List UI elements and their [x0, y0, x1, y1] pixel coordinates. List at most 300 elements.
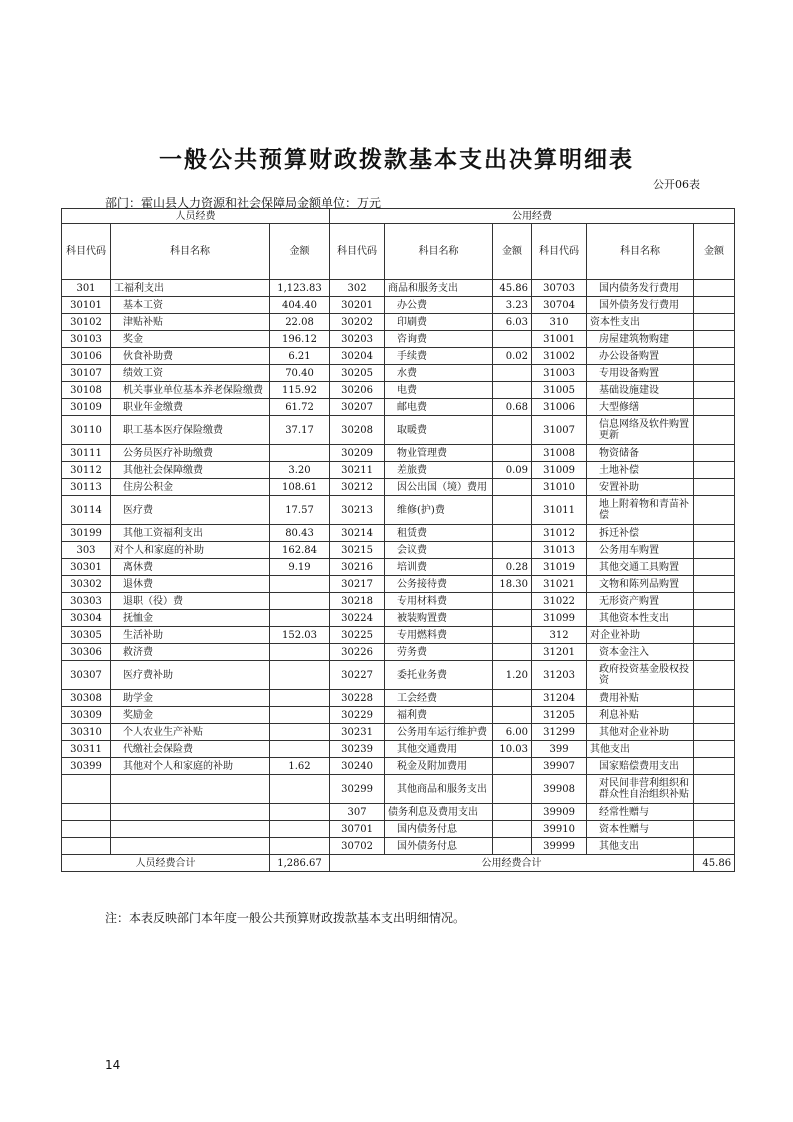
table-row [62, 707, 735, 724]
cell-code: 31011 [532, 496, 587, 525]
cell-code: 31205 [532, 707, 587, 724]
cell-code: 30703 [532, 280, 587, 297]
cell-code: 31099 [532, 610, 587, 627]
cell-code: 30307 [62, 661, 111, 690]
cell-amount: 404.40 [270, 297, 330, 314]
cell-name: 公务员医疗补助缴费 [111, 445, 270, 462]
table-row [62, 416, 735, 445]
cell-name: 其他资本性支出 [587, 610, 694, 627]
cell-code: 31299 [532, 724, 587, 741]
cell-amount [694, 331, 735, 348]
cell-amount [493, 838, 532, 855]
cell-name [111, 838, 270, 855]
cell-amount [493, 365, 532, 382]
cell-name: 公务用车运行维护费 [385, 724, 493, 741]
cell-code: 30114 [62, 496, 111, 525]
form-number: 公开06表 [653, 178, 700, 191]
cell-amount: 0.68 [493, 399, 532, 416]
cell-code: 307 [330, 804, 385, 821]
cell-amount: 162.84 [270, 542, 330, 559]
cell-amount [694, 382, 735, 399]
cell-code: 301 [62, 280, 111, 297]
public-total-label: 公用经费合计 [330, 855, 694, 872]
cell-name: 劳务费 [385, 644, 493, 661]
cell-amount [493, 496, 532, 525]
cell-code: 30225 [330, 627, 385, 644]
cell-code: 30199 [62, 525, 111, 542]
cell-name: 奖金 [111, 331, 270, 348]
cell-amount [694, 838, 735, 855]
cell-code: 30301 [62, 559, 111, 576]
cell-name: 其他对个人和家庭的补助 [111, 758, 270, 775]
cell-name: 租赁费 [385, 525, 493, 542]
cell-name: 拆迁补偿 [587, 525, 694, 542]
cell-code: 31204 [532, 690, 587, 707]
cell-amount [493, 775, 532, 804]
cell-name: 公务用车购置 [587, 542, 694, 559]
cell-name: 专用燃料费 [385, 627, 493, 644]
cell-name: 房屋建筑物购建 [587, 331, 694, 348]
cell-name: 安置补助 [587, 479, 694, 496]
table-row [62, 348, 735, 365]
cell-code: 31008 [532, 445, 587, 462]
table-row [62, 821, 735, 838]
cell-code: 39910 [532, 821, 587, 838]
cell-amount [493, 627, 532, 644]
cell-name: 其他工资福利支出 [111, 525, 270, 542]
cell-code: 30212 [330, 479, 385, 496]
cell-name: 土地补偿 [587, 462, 694, 479]
cell-amount [270, 707, 330, 724]
cell-name: 维修(护)费 [385, 496, 493, 525]
cell-code: 30303 [62, 593, 111, 610]
table-row [62, 462, 735, 479]
cell-code: 30214 [330, 525, 385, 542]
cell-code [62, 775, 111, 804]
cell-code: 310 [532, 314, 587, 331]
cell-amount [694, 297, 735, 314]
cell-code: 31001 [532, 331, 587, 348]
cell-name: 因公出国（境）费用 [385, 479, 493, 496]
table-row [62, 741, 735, 758]
cell-name: 职工基本医疗保险缴费 [111, 416, 270, 445]
cell-name: 救济费 [111, 644, 270, 661]
cell-code: 30229 [330, 707, 385, 724]
cell-code: 31007 [532, 416, 587, 445]
cell-name: 费用补贴 [587, 690, 694, 707]
table-row [62, 314, 735, 331]
cell-name: 国外债务发行费用 [587, 297, 694, 314]
cell-code: 30113 [62, 479, 111, 496]
cell-amount [694, 690, 735, 707]
table-row [62, 445, 735, 462]
cell-code: 30704 [532, 297, 587, 314]
cell-code: 399 [532, 741, 587, 758]
cell-code: 31013 [532, 542, 587, 559]
cell-name: 抚恤金 [111, 610, 270, 627]
cell-name: 津贴补贴 [111, 314, 270, 331]
cell-amount [493, 821, 532, 838]
cell-code: 30206 [330, 382, 385, 399]
cell-name: 会议费 [385, 542, 493, 559]
cell-amount [694, 627, 735, 644]
cell-amount: 45.86 [493, 280, 532, 297]
cell-code: 30399 [62, 758, 111, 775]
cell-name: 咨询费 [385, 331, 493, 348]
cell-amount [270, 804, 330, 821]
cell-code: 30101 [62, 297, 111, 314]
cell-name: 生活补助 [111, 627, 270, 644]
cell-code: 30109 [62, 399, 111, 416]
table-row [62, 661, 735, 690]
cell-amount [493, 382, 532, 399]
cell-code: 30205 [330, 365, 385, 382]
cell-amount: 6.00 [493, 724, 532, 741]
cell-name: 工会经费 [385, 690, 493, 707]
cell-amount [493, 525, 532, 542]
cell-name: 其他支出 [587, 741, 694, 758]
cell-code: 30106 [62, 348, 111, 365]
cell-code: 30107 [62, 365, 111, 382]
cell-code [62, 821, 111, 838]
cell-code: 30306 [62, 644, 111, 661]
cell-amount [694, 804, 735, 821]
cell-code: 30226 [330, 644, 385, 661]
cell-name: 培训费 [385, 559, 493, 576]
cell-amount: 70.40 [270, 365, 330, 382]
cell-amount [694, 479, 735, 496]
cell-amount: 0.09 [493, 462, 532, 479]
cell-name: 基础设施建设 [587, 382, 694, 399]
cell-code: 30217 [330, 576, 385, 593]
table-row [62, 297, 735, 314]
cell-amount [694, 559, 735, 576]
cell-amount [694, 445, 735, 462]
cell-name: 税金及附加费用 [385, 758, 493, 775]
cell-name: 其他交通费用 [385, 741, 493, 758]
cell-name: 资本性赠与 [587, 821, 694, 838]
cell-code: 30110 [62, 416, 111, 445]
cell-amount [694, 542, 735, 559]
cell-name [111, 821, 270, 838]
cell-name: 办公费 [385, 297, 493, 314]
cell-amount [270, 838, 330, 855]
cell-code: 30102 [62, 314, 111, 331]
cell-amount [694, 644, 735, 661]
personnel-total-label: 人员经费合计 [62, 855, 270, 872]
cell-amount [694, 525, 735, 542]
cell-code: 30239 [330, 741, 385, 758]
cell-code: 30310 [62, 724, 111, 741]
page-number: 14 [105, 1058, 121, 1072]
cell-code: 31005 [532, 382, 587, 399]
cell-name: 机关事业单位基本养老保险缴费 [111, 382, 270, 399]
page-title: 一般公共预算财政拨款基本支出决算明细表 [159, 147, 634, 173]
cell-name: 其他社会保障缴费 [111, 462, 270, 479]
public-total-amount: 45.86 [694, 855, 735, 872]
cell-amount [694, 416, 735, 445]
table-row [62, 365, 735, 382]
cell-amount [694, 724, 735, 741]
cell-amount [493, 479, 532, 496]
cell-name: 代缴社会保险费 [111, 741, 270, 758]
cell-name: 专用设备购置 [587, 365, 694, 382]
cell-code: 31009 [532, 462, 587, 479]
cell-amount [493, 445, 532, 462]
cell-code: 39907 [532, 758, 587, 775]
cell-name: 对民间非营利组织和群众性自治组织补贴 [587, 775, 694, 804]
cell-code: 30224 [330, 610, 385, 627]
cell-code: 30218 [330, 593, 385, 610]
cell-code: 30108 [62, 382, 111, 399]
cell-name: 对企业补助 [587, 627, 694, 644]
public-header: 公用经费 [330, 209, 735, 224]
cell-amount [493, 644, 532, 661]
cell-name: 基本工资 [111, 297, 270, 314]
cell-name: 职业年金缴费 [111, 399, 270, 416]
cell-amount [694, 462, 735, 479]
cell-amount: 22.08 [270, 314, 330, 331]
cell-name: 资本金注入 [587, 644, 694, 661]
cell-amount [493, 416, 532, 445]
cell-code: 30103 [62, 331, 111, 348]
table-row [62, 559, 735, 576]
table-row [62, 610, 735, 627]
cell-amount [694, 610, 735, 627]
cell-amount [694, 741, 735, 758]
cell-code: 30240 [330, 758, 385, 775]
cell-name [111, 804, 270, 821]
department-unit-line: 部门：霍山县人力资源和社会保障局金额单位：万元 [105, 196, 382, 210]
cell-name: 国家赔偿费用支出 [587, 758, 694, 775]
table-row [62, 479, 735, 496]
col-header-amount: 金额 [270, 224, 330, 280]
cell-amount [694, 661, 735, 690]
table-row [62, 758, 735, 775]
table-row [62, 627, 735, 644]
cell-code: 31010 [532, 479, 587, 496]
cell-code: 30231 [330, 724, 385, 741]
cell-name: 资本性支出 [587, 314, 694, 331]
header-group-row [62, 209, 735, 224]
col-header-amount: 金额 [694, 224, 735, 280]
cell-amount [270, 644, 330, 661]
col-header-name: 科目名称 [111, 224, 270, 280]
cell-name: 国内债务发行费用 [587, 280, 694, 297]
cell-amount [694, 758, 735, 775]
cell-amount: 6.03 [493, 314, 532, 331]
cell-amount: 1,123.83 [270, 280, 330, 297]
cell-amount: 80.43 [270, 525, 330, 542]
cell-amount: 17.57 [270, 496, 330, 525]
cell-name: 债务利息及费用支出 [385, 804, 493, 821]
cell-name: 手续费 [385, 348, 493, 365]
cell-code: 31019 [532, 559, 587, 576]
cell-name: 医疗费补助 [111, 661, 270, 690]
table-body [62, 280, 735, 855]
cell-amount: 115.92 [270, 382, 330, 399]
cell-name: 医疗费 [111, 496, 270, 525]
cell-amount [694, 821, 735, 838]
cell-name: 绩效工资 [111, 365, 270, 382]
cell-amount [694, 496, 735, 525]
cell-amount: 37.17 [270, 416, 330, 445]
cell-code: 30211 [330, 462, 385, 479]
cell-amount [694, 314, 735, 331]
cell-name: 其他对企业补助 [587, 724, 694, 741]
col-header-code: 科目代码 [532, 224, 587, 280]
cell-name: 助学金 [111, 690, 270, 707]
cell-name: 离休费 [111, 559, 270, 576]
cell-name: 被装购置费 [385, 610, 493, 627]
table-note: 注：本表反映部门本年度一般公共预算财政拨款基本支出明细情况。 [105, 911, 466, 925]
cell-name: 差旅费 [385, 462, 493, 479]
cell-name: 国外债务付息 [385, 838, 493, 855]
cell-name: 信息网络及软件购置更新 [587, 416, 694, 445]
cell-amount [493, 542, 532, 559]
cell-amount: 3.20 [270, 462, 330, 479]
cell-code [62, 838, 111, 855]
cell-amount [694, 576, 735, 593]
table-row [62, 280, 735, 297]
cell-code: 30309 [62, 707, 111, 724]
table-row [62, 690, 735, 707]
cell-code: 39909 [532, 804, 587, 821]
table-row [62, 576, 735, 593]
cell-code: 30216 [330, 559, 385, 576]
personnel-header: 人员经费 [62, 209, 330, 224]
cell-amount [493, 690, 532, 707]
cell-amount [493, 593, 532, 610]
cell-name: 对个人和家庭的补助 [111, 542, 270, 559]
cell-amount: 1.62 [270, 758, 330, 775]
cell-code: 30207 [330, 399, 385, 416]
table-row [62, 399, 735, 416]
cell-code: 30702 [330, 838, 385, 855]
cell-code: 31021 [532, 576, 587, 593]
cell-amount [694, 775, 735, 804]
cell-code: 30208 [330, 416, 385, 445]
cell-amount [270, 741, 330, 758]
cell-name: 电费 [385, 382, 493, 399]
cell-code: 31203 [532, 661, 587, 690]
cell-amount [270, 610, 330, 627]
cell-name: 地上附着物和青苗补偿 [587, 496, 694, 525]
cell-name: 委托业务费 [385, 661, 493, 690]
cell-amount [694, 365, 735, 382]
cell-amount [694, 399, 735, 416]
cell-code: 39999 [532, 838, 587, 855]
cell-amount: 108.61 [270, 479, 330, 496]
table-row [62, 838, 735, 855]
cell-code: 312 [532, 627, 587, 644]
cell-code: 30308 [62, 690, 111, 707]
cell-code: 30304 [62, 610, 111, 627]
cell-amount: 0.02 [493, 348, 532, 365]
cell-name: 退职（役）费 [111, 593, 270, 610]
table-row [62, 775, 735, 804]
cell-amount: 1.20 [493, 661, 532, 690]
cell-code: 30202 [330, 314, 385, 331]
cell-amount: 9.19 [270, 559, 330, 576]
cell-amount [493, 707, 532, 724]
col-header-amount: 金额 [493, 224, 532, 280]
cell-name: 印刷费 [385, 314, 493, 331]
table-row [62, 331, 735, 348]
cell-name: 其他商品和服务支出 [385, 775, 493, 804]
cell-amount [270, 445, 330, 462]
cell-code: 30311 [62, 741, 111, 758]
cell-name [111, 775, 270, 804]
cell-name: 其他支出 [587, 838, 694, 855]
cell-name: 福利费 [385, 707, 493, 724]
table-row [62, 724, 735, 741]
cell-name: 办公设备购置 [587, 348, 694, 365]
cell-amount [493, 758, 532, 775]
cell-name: 邮电费 [385, 399, 493, 416]
cell-amount [493, 804, 532, 821]
cell-name: 文物和陈列品购置 [587, 576, 694, 593]
col-header-name: 科目名称 [385, 224, 493, 280]
expenditure-table [61, 208, 735, 872]
cell-code: 30213 [330, 496, 385, 525]
cell-name: 政府投资基金股权投资 [587, 661, 694, 690]
cell-code: 30701 [330, 821, 385, 838]
cell-code: 30203 [330, 331, 385, 348]
cell-name: 取暖费 [385, 416, 493, 445]
cell-name: 大型修缮 [587, 399, 694, 416]
cell-code: 31012 [532, 525, 587, 542]
cell-name: 经常性赠与 [587, 804, 694, 821]
cell-code: 30305 [62, 627, 111, 644]
cell-name: 住房公积金 [111, 479, 270, 496]
cell-code: 30204 [330, 348, 385, 365]
table-row [62, 496, 735, 525]
cell-code: 30302 [62, 576, 111, 593]
cell-amount: 18.30 [493, 576, 532, 593]
cell-amount: 196.12 [270, 331, 330, 348]
cell-name: 退休费 [111, 576, 270, 593]
cell-amount [270, 690, 330, 707]
cell-code: 30227 [330, 661, 385, 690]
table-row [62, 593, 735, 610]
cell-amount [270, 775, 330, 804]
cell-name: 奖励金 [111, 707, 270, 724]
cell-amount [694, 707, 735, 724]
cell-code: 30215 [330, 542, 385, 559]
table-row [62, 804, 735, 821]
cell-amount: 6.21 [270, 348, 330, 365]
cell-code: 30228 [330, 690, 385, 707]
cell-name: 物业管理费 [385, 445, 493, 462]
cell-code: 30112 [62, 462, 111, 479]
table-row [62, 382, 735, 399]
cell-amount [270, 576, 330, 593]
personnel-total-amount: 1,286.67 [270, 855, 330, 872]
cell-code [62, 804, 111, 821]
cell-amount: 10.03 [493, 741, 532, 758]
cell-name: 专用材料费 [385, 593, 493, 610]
header-column-row [62, 224, 735, 280]
cell-code: 30111 [62, 445, 111, 462]
cell-name: 物资储备 [587, 445, 694, 462]
cell-code: 30201 [330, 297, 385, 314]
cell-name: 伙食补助费 [111, 348, 270, 365]
cell-code: 31003 [532, 365, 587, 382]
cell-code: 302 [330, 280, 385, 297]
table-row [62, 644, 735, 661]
cell-amount [493, 610, 532, 627]
